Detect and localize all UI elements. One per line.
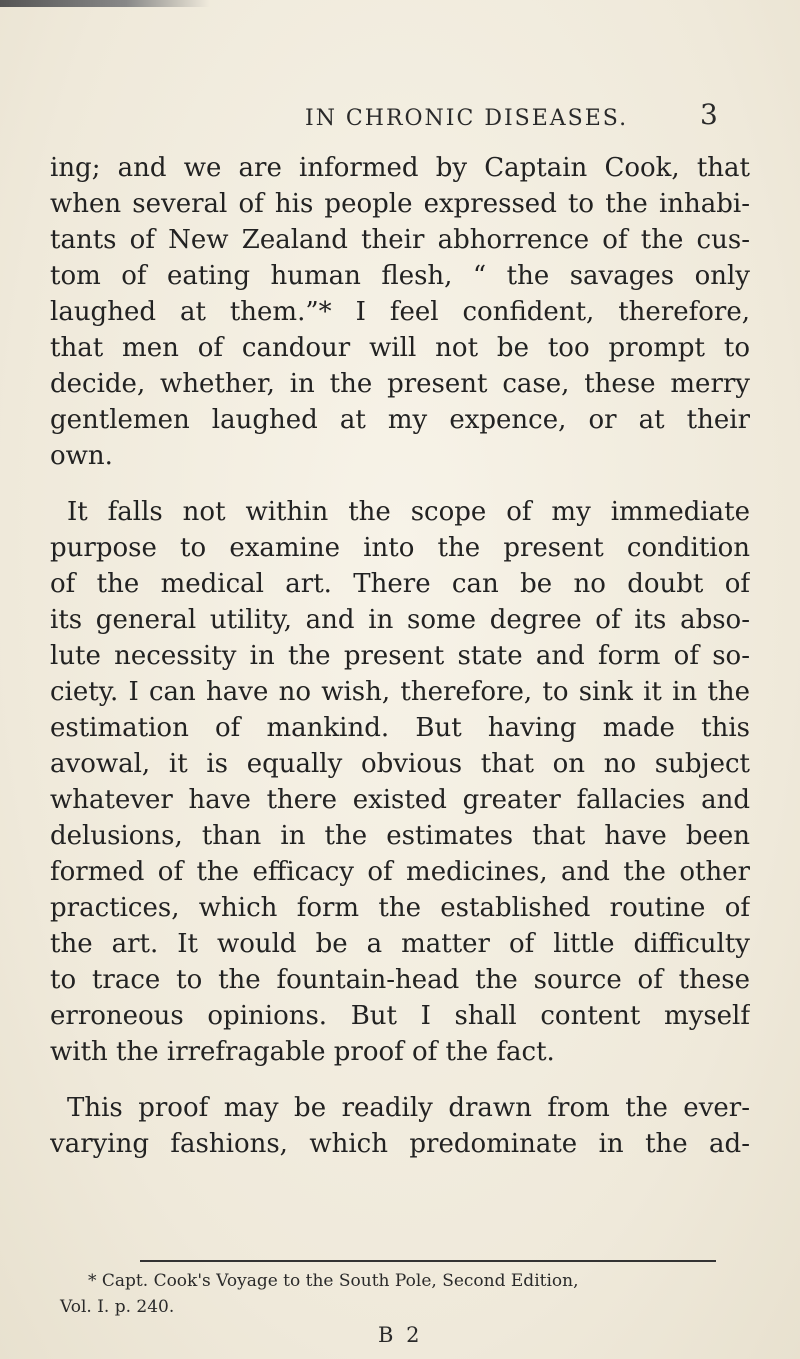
- text-line: formed of the efficacy of medicines, and the other: [50, 857, 750, 887]
- text-line: whatever have there existed greater fallacies and: [50, 785, 750, 815]
- text-line: own.: [50, 441, 113, 471]
- text-line: erroneous opinions. But I shall content myself: [50, 1001, 750, 1031]
- text-line: laughed at them.”* I feel confident, therefore,: [50, 297, 750, 327]
- text-line: tom of eating human flesh, “ the savages only: [50, 261, 750, 291]
- page-edge-shadow: [0, 0, 210, 7]
- text-line: to trace to the fountain-head the source of these: [50, 965, 750, 995]
- text-line: its general utility, and in some degree of its abso-: [50, 605, 750, 635]
- running-head: IN CHRONIC DISEASES.: [305, 106, 629, 131]
- text-line: gentlemen laughed at my expence, or at their: [50, 405, 750, 435]
- signature-mark: B 2: [378, 1323, 423, 1347]
- footnote: [60, 1268, 750, 1320]
- text-line: decide, whether, in the present case, these merry: [50, 369, 750, 399]
- text-line: varying fashions, which predominate in the ad-: [50, 1129, 750, 1159]
- text-line: that men of candour will not be too prompt to: [50, 333, 750, 363]
- text-line: This proof may be readily drawn from the ever-: [67, 1093, 750, 1123]
- text-line: ciety. I can have no wish, therefore, to sink it in the: [50, 677, 750, 707]
- footnote-rule: [140, 1260, 716, 1262]
- text-line: ing; and we are informed by Captain Cook, that: [50, 153, 750, 183]
- text-line: tants of New Zealand their abhorrence of the cus-: [50, 225, 750, 255]
- footnote-line: Vol. I. p. 240.: [60, 1297, 175, 1317]
- text-line: lute necessity in the present state and form of so-: [50, 641, 750, 671]
- paragraph-gap: [50, 474, 750, 494]
- page-number: 3: [700, 98, 718, 131]
- body-text: [50, 150, 750, 1162]
- text-line: of the medical art. There can be no doubt of: [50, 569, 750, 599]
- text-line: estimation of mankind. But having made this: [50, 713, 750, 743]
- text-line: with the irrefragable proof of the fact.: [50, 1037, 555, 1067]
- text-line: It falls not within the scope of my immediate: [67, 497, 750, 527]
- page-header: [0, 98, 800, 136]
- footnote-line: * Capt. Cook's Voyage to the South Pole, Second Edition,: [88, 1271, 579, 1291]
- text-line: practices, which form the established routine of: [50, 893, 750, 923]
- paragraph-gap: [50, 1070, 750, 1090]
- text-line: avowal, it is equally obvious that on no subject: [50, 749, 750, 779]
- text-line: when several of his people expressed to the inhabi-: [50, 189, 750, 219]
- text-line: the art. It would be a matter of little difficulty: [50, 929, 750, 959]
- text-line: purpose to examine into the present condition: [50, 533, 750, 563]
- text-line: delusions, than in the estimates that have been: [50, 821, 750, 851]
